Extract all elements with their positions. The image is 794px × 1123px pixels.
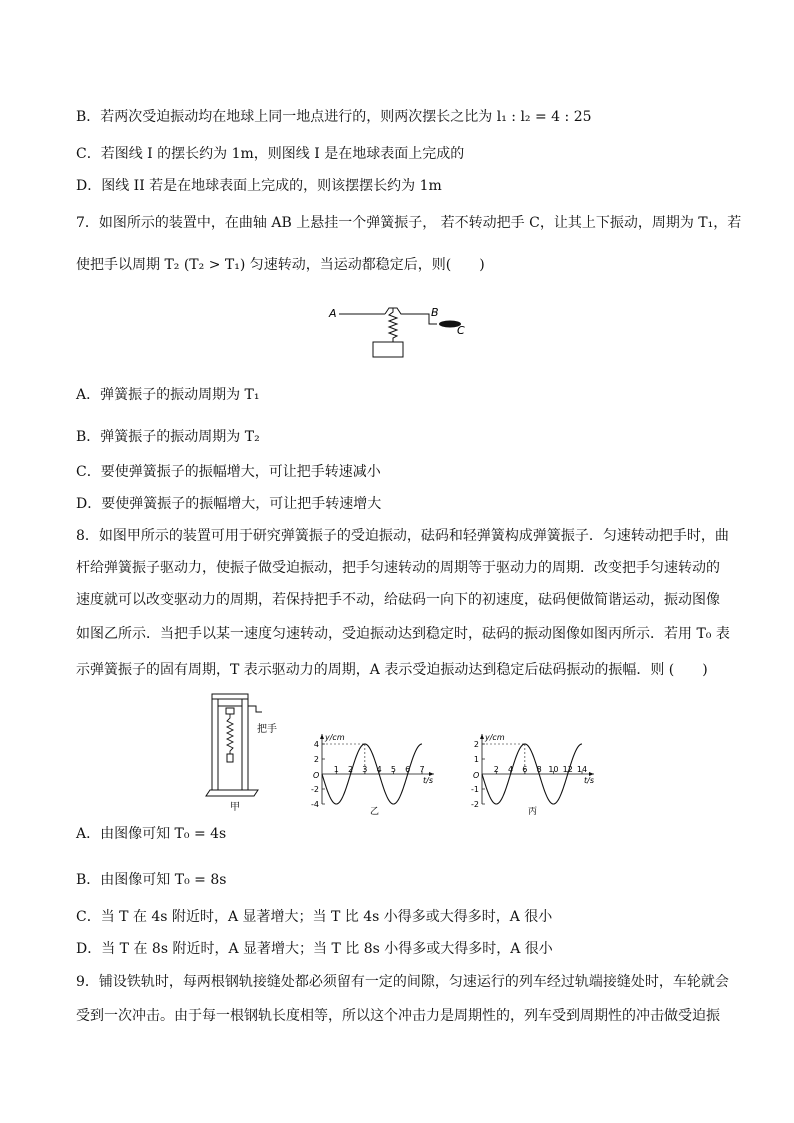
option-7b: B．弹簧振子的振动周期为 T₂: [76, 429, 260, 445]
x-axis-label: t/s: [423, 776, 433, 785]
option-8a: A．由图像可知 T₀ = 4s: [76, 826, 227, 842]
weight: [227, 754, 233, 762]
x-tick-label: 1: [333, 765, 339, 774]
option-6d: D．图线 II 若是在地球表面上完成的，则该摆摆长约为 1m: [76, 178, 442, 194]
x-tick-label: 12: [562, 765, 573, 774]
x-tick-label: 6: [522, 765, 528, 774]
figure-bing-chart: [460, 728, 610, 816]
question-8-line5: 示弹簧振子的固有周期，T 表示驱动力的周期，A 表示受迫振动达到稳定后砝码振动的振幅．则 ( ): [76, 662, 708, 678]
y-tick-label: 2: [473, 740, 479, 749]
figure-yi-chart: [300, 728, 450, 816]
x-tick-label: 7: [419, 765, 425, 774]
y-tick-label: -4: [311, 800, 319, 809]
y-axis-label: y/cm: [325, 733, 345, 742]
y-tick-label: 2: [313, 755, 319, 764]
option-6c: C．若图线 I 的摆长约为 1m，则图线 I 是在地球表面上完成的: [76, 146, 465, 162]
question-8-line3: 速度就可以改变驱动力的周期，若保持把手不动，给砝码一向下的初速度，砝码便做简谐运动，振动图像: [76, 592, 720, 608]
fig7-label-a: A: [329, 307, 337, 320]
y-tick-label: 1: [473, 755, 479, 764]
caption-jia: 甲: [230, 802, 240, 813]
x-tick-label: 3: [362, 765, 368, 774]
handle-label: 把手: [257, 724, 277, 735]
question-9-line1: 9．铺设铁轨时，每两根钢轨接缝处都必须留有一定的间隙，匀速运行的列车经过轨端接缝处时，车轮就会: [76, 974, 729, 990]
option-7c: C．要使弹簧振子的振幅增大，可让把手转速减小: [76, 464, 381, 480]
x-tick-label: 4: [376, 765, 382, 774]
frame-left-post: [212, 694, 218, 790]
x-tick-label: 10: [548, 765, 559, 774]
caption-bing: 丙: [528, 807, 538, 816]
x-tick-label: 2: [493, 765, 499, 774]
spring: [389, 308, 397, 342]
question-7-line2: 使把手以周期 T₂ (T₂ > T₁) 匀速转动，当运动都稳定后，则( ): [76, 257, 485, 273]
y-tick-label: -2: [471, 800, 479, 809]
x-tick-label: 6: [405, 765, 411, 774]
question-8-line2: 杆给弹簧振子驱动力，使振子做受迫振动，把手匀速转动的周期等于驱动力的周期．改变把手匀速转动的: [76, 560, 720, 576]
x-tick-label: 5: [390, 765, 396, 774]
question-7-line1: 7．如图所示的装置中，在曲轴 AB 上悬挂一个弹簧振子， 若不转动把手 C，让其上下振动，周期为 T₁，若: [76, 215, 742, 231]
option-8d: D．当 T 在 8s 附近时，A 显著增大；当 T 比 8s 小得多或大得多时，A 很小: [76, 941, 553, 957]
caption-yi: 乙: [370, 807, 380, 816]
fig7-label-b: B: [431, 306, 439, 319]
weight-block: [373, 342, 403, 357]
option-8c: C．当 T 在 4s 附近时，A 显著增大；当 T 比 4s 小得多或大得多时，A 很小: [76, 909, 553, 925]
x-tick-label: 8: [536, 765, 542, 774]
option-8b: B．由图像可知 T₀ = 8s: [76, 872, 227, 888]
x-axis-label: t/s: [584, 776, 594, 785]
frame-right-post: [242, 694, 248, 790]
spring: [227, 714, 233, 754]
question-9-line2: 受到一次冲击。由于每一根钢轨长度相等，所以这个冲击力是周期性的，列车受到周期性的冲击做受迫振: [76, 1008, 720, 1024]
handle-crank: [248, 706, 262, 712]
fig7-label-c: C: [457, 324, 465, 337]
origin-label: O: [313, 771, 320, 780]
x-tick-label: 14: [576, 765, 588, 774]
x-tick-label: 4: [508, 765, 514, 774]
x-tick-label: 2: [348, 765, 354, 774]
y-tick-label: -2: [311, 785, 319, 794]
y-tick-label: 4: [313, 740, 319, 749]
y-axis-label: y/cm: [485, 733, 505, 742]
figure-jia-apparatus: [200, 690, 290, 816]
option-7d: D．要使弹簧振子的振幅增大，可让把手转速增大: [76, 496, 382, 512]
crankshaft-spring-figure: [325, 300, 475, 362]
y-tick-label: -1: [471, 785, 479, 794]
question-8-line1: 8．如图甲所示的装置可用于研究弹簧振子的受迫振动，砝码和轻弹簧构成弹簧振子．匀速转动把手时，曲: [76, 528, 729, 544]
option-6b: B．若两次受迫振动均在地球上同一地点进行的，则两次摆长之比为 l₁ : l₂ = 4 : 25: [76, 109, 592, 125]
option-7a: A．弹簧振子的振动周期为 T₁: [76, 387, 260, 403]
question-8-line4: 如图乙所示．当把手以某一速度匀速转动，受迫振动达到稳定时，砝码的振动图像如图丙所示．若用 T₀ 表: [76, 626, 730, 642]
origin-label: O: [473, 771, 480, 780]
